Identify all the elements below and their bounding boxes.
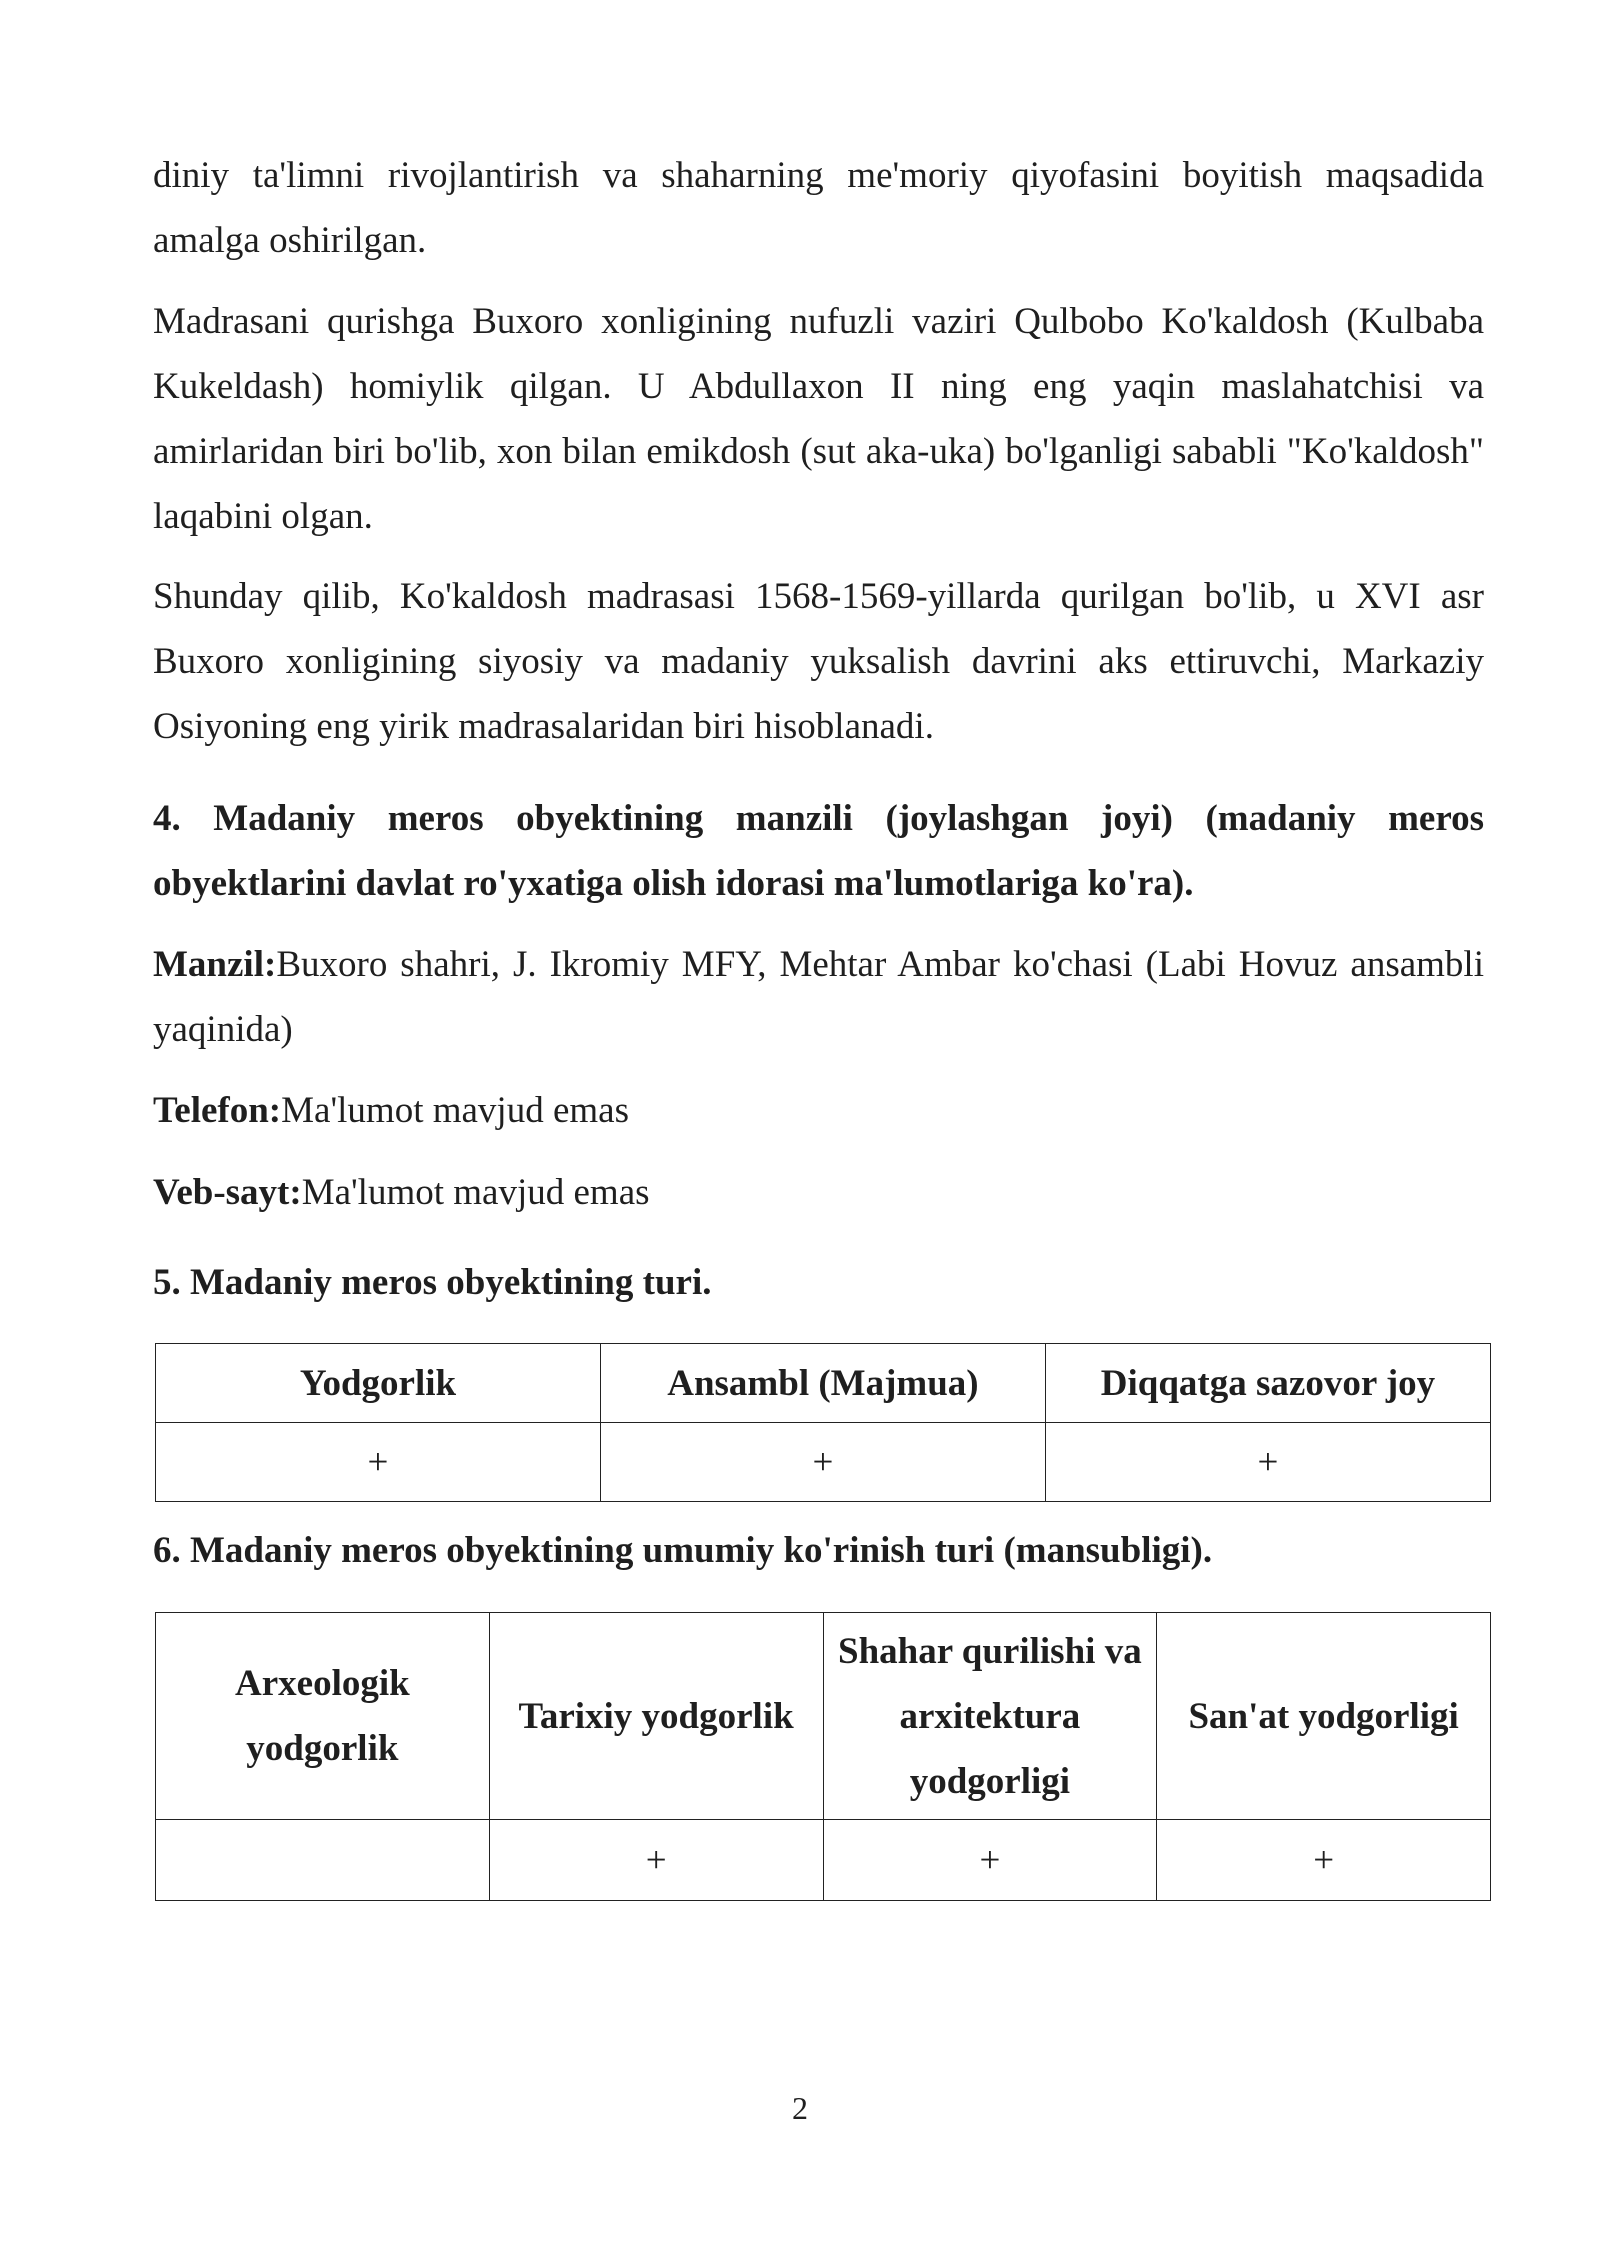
paragraph-patron: Madrasani qurishga Buxoro xonligining nufuzli vaziri Qulbobo Ko'kaldosh (Kulbaba Kukeldash) homiylik qilgan. U Abdullaxon II ning eng yaqin maslahatchisi va amirlaridan biri bo'lib, xon bilan emikdosh (sut aka-uka) bo'lganligi sababli "Ko'kaldosh" laqabini olgan.: [153, 301, 1484, 537]
object-category-table: [155, 1612, 1491, 1901]
table-cell: +: [1045, 1423, 1490, 1502]
table-cell: +: [823, 1820, 1157, 1901]
section-6-heading: 6. Madaniy meros obyektining umumiy ko'rinish turi (mansubligi).: [153, 1530, 1213, 1571]
table-header-cell: Ansambl (Majmua): [600, 1344, 1045, 1423]
table-row: [156, 1820, 1491, 1901]
table-cell: [156, 1820, 490, 1901]
page-number: 2: [792, 2090, 808, 2126]
table-header-row: [156, 1344, 1491, 1423]
table-header-cell: Diqqatga sazovor joy: [1045, 1344, 1490, 1423]
table-cell: +: [489, 1820, 823, 1901]
table-header-cell: San'at yodgorligi: [1157, 1613, 1491, 1820]
phone-value: Ma'lumot mavjud emas: [281, 1090, 629, 1131]
section-5-heading: 5. Madaniy meros obyektining turi.: [153, 1262, 712, 1303]
paragraph-summary: Shunday qilib, Ko'kaldosh madrasasi 1568-1569-yillarda qurilgan bo'lib, u XVI asr Buxoro xonligining siyosiy va madaniy yuksalish davrini aks ettiruvchi, Markaziy Osiyoning eng yirik madrasalaridan biri hisoblanadi.: [153, 576, 1484, 747]
table-header-cell: Yodgorlik: [156, 1344, 601, 1423]
website-value: Ma'lumot mavjud emas: [301, 1172, 650, 1213]
table-cell: +: [600, 1423, 1045, 1502]
table-cell: +: [1157, 1820, 1491, 1901]
phone-line: [153, 1078, 1484, 1143]
website-label: Veb-sayt:: [153, 1172, 302, 1213]
section-4-heading: 4. Madaniy meros obyektining manzili (joylashgan joyi) (madaniy meros obyektlarini davlat ro'yxatiga olish idorasi ma'lumotlariga ko'ra).: [153, 798, 1484, 904]
table-row: [156, 1423, 1491, 1502]
website-line: [153, 1160, 1484, 1225]
paragraph-intro-continuation: diniy ta'limni rivojlantirish va shaharning me'moriy qiyofasini boyitish maqsadida amalga oshirilgan.: [153, 155, 1484, 261]
phone-label: Telefon:: [153, 1090, 282, 1131]
table-header-cell: Arxeologik yodgorlik: [156, 1613, 490, 1820]
object-type-table: [155, 1343, 1491, 1502]
table-header-cell: Tarixiy yodgorlik: [489, 1613, 823, 1820]
address-line: [153, 932, 1484, 1062]
table-cell: +: [156, 1423, 601, 1502]
table-header-row: [156, 1613, 1491, 1820]
table-header-cell: Shahar qurilishi va arxitektura yodgorligi: [823, 1613, 1157, 1820]
address-value: Buxoro shahri, J. Ikromiy MFY, Mehtar Ambar ko'chasi (Labi Hovuz ansambli yaqinida): [153, 944, 1484, 1050]
address-label: Manzil:: [153, 944, 277, 985]
